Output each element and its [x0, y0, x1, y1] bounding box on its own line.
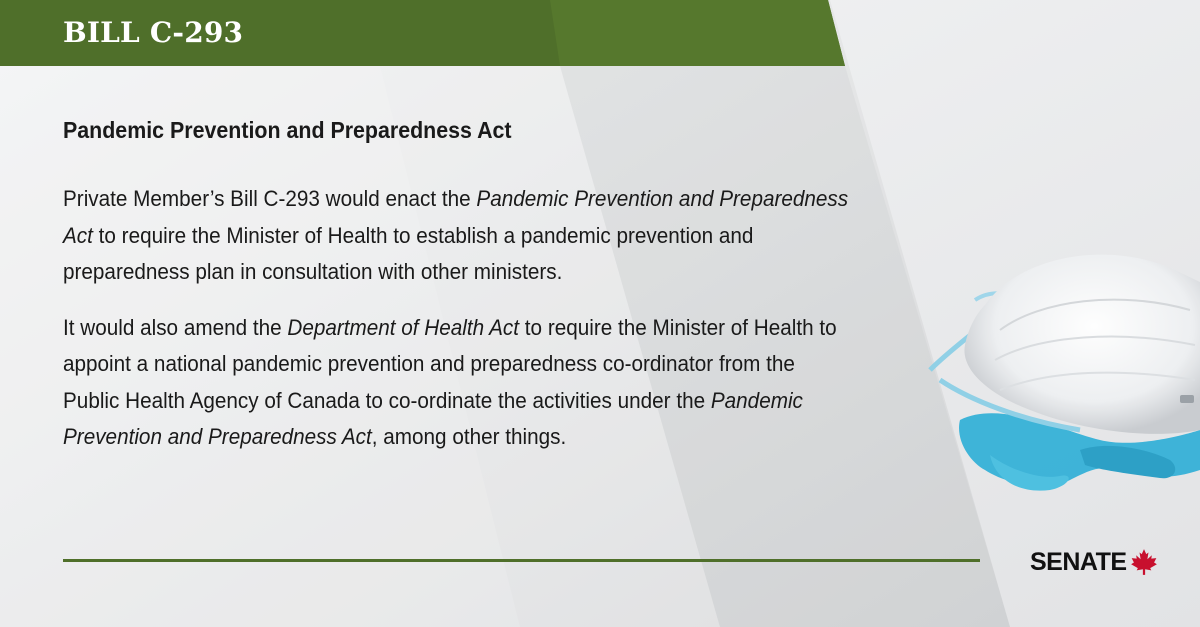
maple-leaf-icon — [1130, 548, 1158, 576]
senate-wordmark: SENATE — [1030, 548, 1127, 576]
footer-divider — [63, 559, 980, 562]
paragraph-text: to require the Minister of Health to establish a pandemic prevention and preparedness plan in consultation with other ministers. — [63, 222, 754, 284]
paragraph-text: to require the Minister of Health to appoint a national pandemic prevention and preparedness co-ordinator from the Public Health Agency of Canada to co-ordinate the activities under the — [63, 314, 837, 413]
main-content — [63, 113, 853, 475]
act-name-italic: Pandemic Prevention and Preparedness Act — [63, 186, 849, 248]
paragraph-text: , among other things. — [371, 424, 567, 449]
act-name-italic: Pandemic Prevention and Preparedness Act — [63, 387, 803, 449]
paragraph-text: Private Member’s Bill C-293 would enact the — [63, 186, 477, 211]
bill-number-title: BILL C-293 — [63, 16, 244, 49]
senate-logo — [1030, 546, 1158, 578]
act-title: Pandemic Prevention and Preparedness Act — [63, 117, 512, 143]
summary-paragraph-1 — [63, 181, 854, 291]
act-name-italic: Department of Health Act — [287, 314, 520, 340]
summary-paragraph-2 — [63, 310, 854, 456]
paragraph-text: It would also amend the — [63, 314, 288, 340]
